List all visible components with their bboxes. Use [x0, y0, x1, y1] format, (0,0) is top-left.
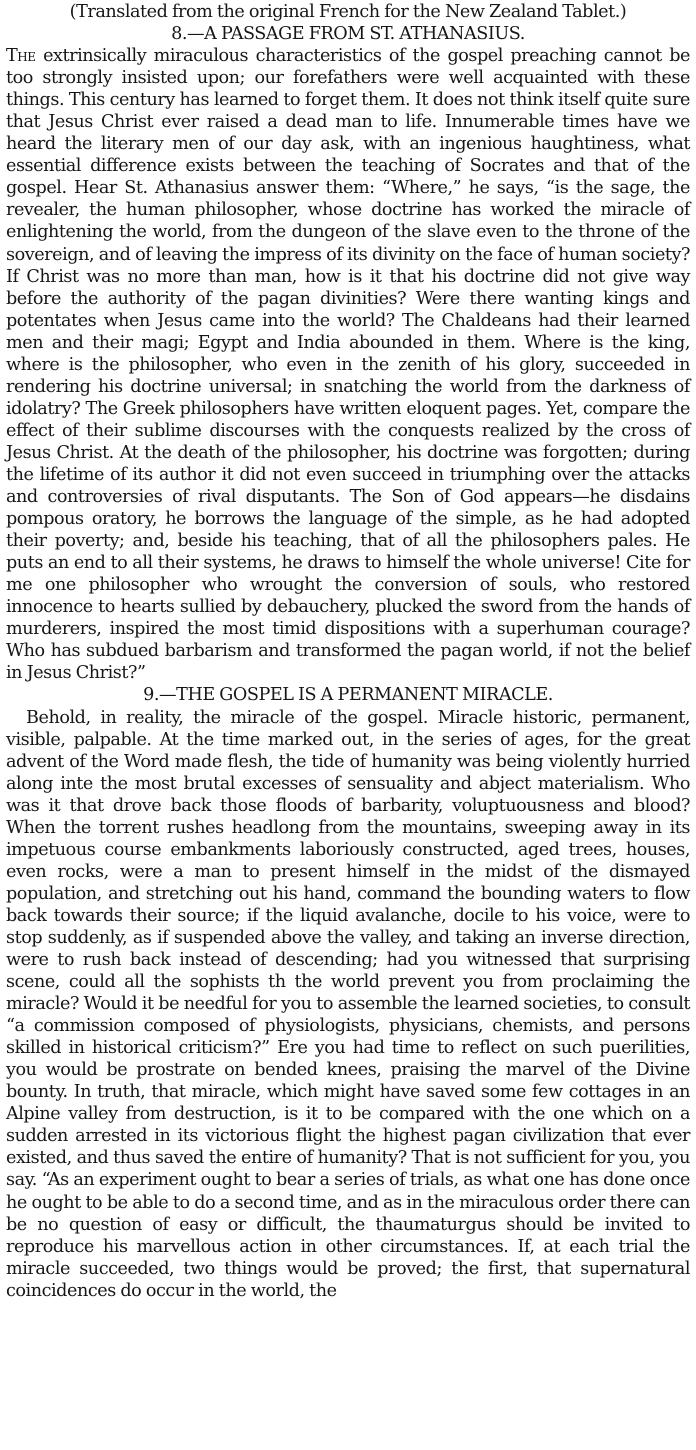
section-9-heading: 9.—THE GOSPEL IS A PERMANENT MIRACLE. — [143, 685, 553, 706]
section-8-body — [6, 45, 690, 684]
section-8-text: extrinsically miraculous characteristics of the gospel preaching cannot be too strongly insisted upon; our forefathers were well acquainted with these things. This century has learned to forget them. It does not think itself quite sure that Jesus Christ ever raised a dead man to life. Innumerable times have we heard the literary men of our day ask, with an ingenious haughtiness, what essential difference exists between the teaching of Socrates and that of the gospel. Hear St. Athanasius answer them: “Where,” he says, “is the sage, the revealer, the human philosopher, whose doctrine has worked the miracle of enlightening the world, from the dungeon of the slave even to the throne of the sovereign, and of leaving the impress of its divinity on the face of human society? If Christ was no more than man, how is it that his doctrine did not give way before the authority of the pagan divinities? Were there wanting kings and potentates when Jesus came into the world? The Chaldeans had their learned men and their magi; Egypt and India abounded in them. Where is the king, where is the philosopher, who even in the zenith of his glory, succeeded in rendering his doctrine universal; in snatching the world from the darkness of idolatry? The Greek philosophers have written eloquent pages. Yet, compare the effect of their sublime discourses with the conquests realized by the cross of Jesus Christ. At the death of the philosopher, his doctrine was forgotten; during the lifetime of its author it did not even succeed in triumphing over the attacks and controversies of rival disputants. The Son of God appears—he disdains pompous oratory, he borrows the language of the simple, as he had adopted their poverty; and, beside his teaching, that of all the philosophers pales. He puts an end to all their systems, he draws to himself the whole universe! Cite for me one philosopher who wrought the conversion of souls, who restored innocence to hearts sullied by debauchery, plucked the sword from the hands of murderers, inspired the most timid dispositions with a superhuman courage? Who has subdued barbarism and transformed the pagan world, if not the belief in Jesus Christ?” — [6, 46, 690, 684]
section-9-body: Behold, in reality, the miracle of the gospel. Miracle historic, permanent, visible, palpable. At the time marked out, in the series of ages, for the great advent of the Word made flesh, the tide of humanity was being violently hurried along inte the most brutal excesses of sensuality and abject materialism. Who was it that drove back those floods of barbarity, voluptuousness and blood? When the torrent rushes headlong from the mountains, sweeping away in its impetuous course embankments laboriously constructed, aged trees, houses, even rocks, were a man to present himself in the midst of the dismayed population, and stretching out his hand, command the bounding waters to flow back towards their source; if the liquid avalanche, docile to his voice, were to stop suddenly, as if suspended above the valley, and taking an inverse direction, were to rush back instead of descending; had you witnessed that surprising scene, could all the sophists th the world prevent you from proclaiming the miracle? Would it be needful for you to assemble the learned societies, to consult “a commission composed of physiologists, physicians, chemists, and persons skilled in historical criticism?” Ere you had time to reflect on such puerilities, you would be prostrate on bended knees, praising the marvel of the Divine bounty. In truth, that miracle, which might have saved some few cottages in an Alpine valley from destruction, is it to be compared with the one which on a sudden arrested in its victorious flight the highest pagan civilization that ever existed, and thus saved the entire of humanity? That is not sufficient for you, you say. “As an experiment ought to bear a series of trials, as what one has done once he ought to be able to do a second time, and as in the miraculous order there can be no question of easy or difficult, the thaumaturgus should be invited to reproduce his marvellous action in other circumstances. If, at each trial the miracle succeeded, two things would be proved; the first, that supernatural coincidences do occur in the world, the — [6, 707, 690, 1301]
translation-note: (Translated from the original French for the New Zealand Tablet.) — [69, 2, 627, 22]
section-8-lead-word: The — [6, 46, 36, 67]
section-8-heading: 8.—A PASSAGE FROM ST. ATHANASIUS. — [171, 24, 525, 45]
